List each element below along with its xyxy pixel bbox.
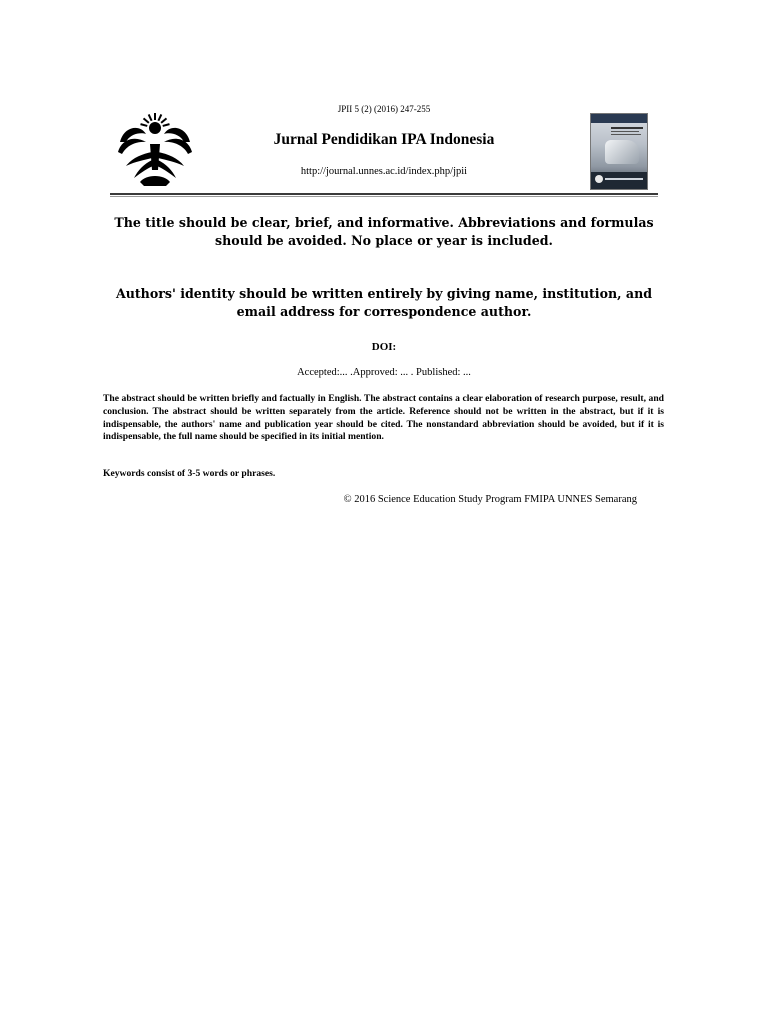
header-divider-thin [110, 196, 658, 197]
header-divider [110, 193, 658, 195]
journal-url[interactable]: http://journal.unnes.ac.id/index.php/jpii [300, 166, 468, 177]
article-authors: Authors' identity should be written entirely by giving name, institution, and email address for correspondence author. [115, 286, 653, 319]
journal-title: Jurnal Pendidikan IPA Indonesia [273, 131, 495, 148]
abstract-text: The abstract should be written briefly and factually in English. The abstract contains a clear elaboration of research purpose, result, and conclusion. The abstract should be written separately from the article. Reference should not be written in the abstract, but if it is indispensable, the authors' name and publication year should be cited. The nonstandard abbreviation should be avoided, but if it is indispensable, the full name should be specified in its initial mention. [103, 393, 664, 443]
copyright-notice: © 2016 Science Education Study Program FMIPA UNNES Semarang [343, 494, 637, 505]
journal-citation: JPII 5 (2) (2016) 247-255 [337, 104, 431, 114]
article-title: The title should be clear, brief, and informative. Abbreviations and formulas should be avoided. No place or year is included. [114, 215, 654, 248]
university-tree-logo-icon [116, 108, 194, 190]
journal-cover-thumbnail [590, 113, 648, 190]
keywords-text: Keywords consist of 3-5 words or phrases. [103, 468, 276, 479]
doi-label: DOI: [371, 341, 397, 353]
article-dates: Accepted:... .Approved: ... . Published: ... [297, 367, 471, 378]
